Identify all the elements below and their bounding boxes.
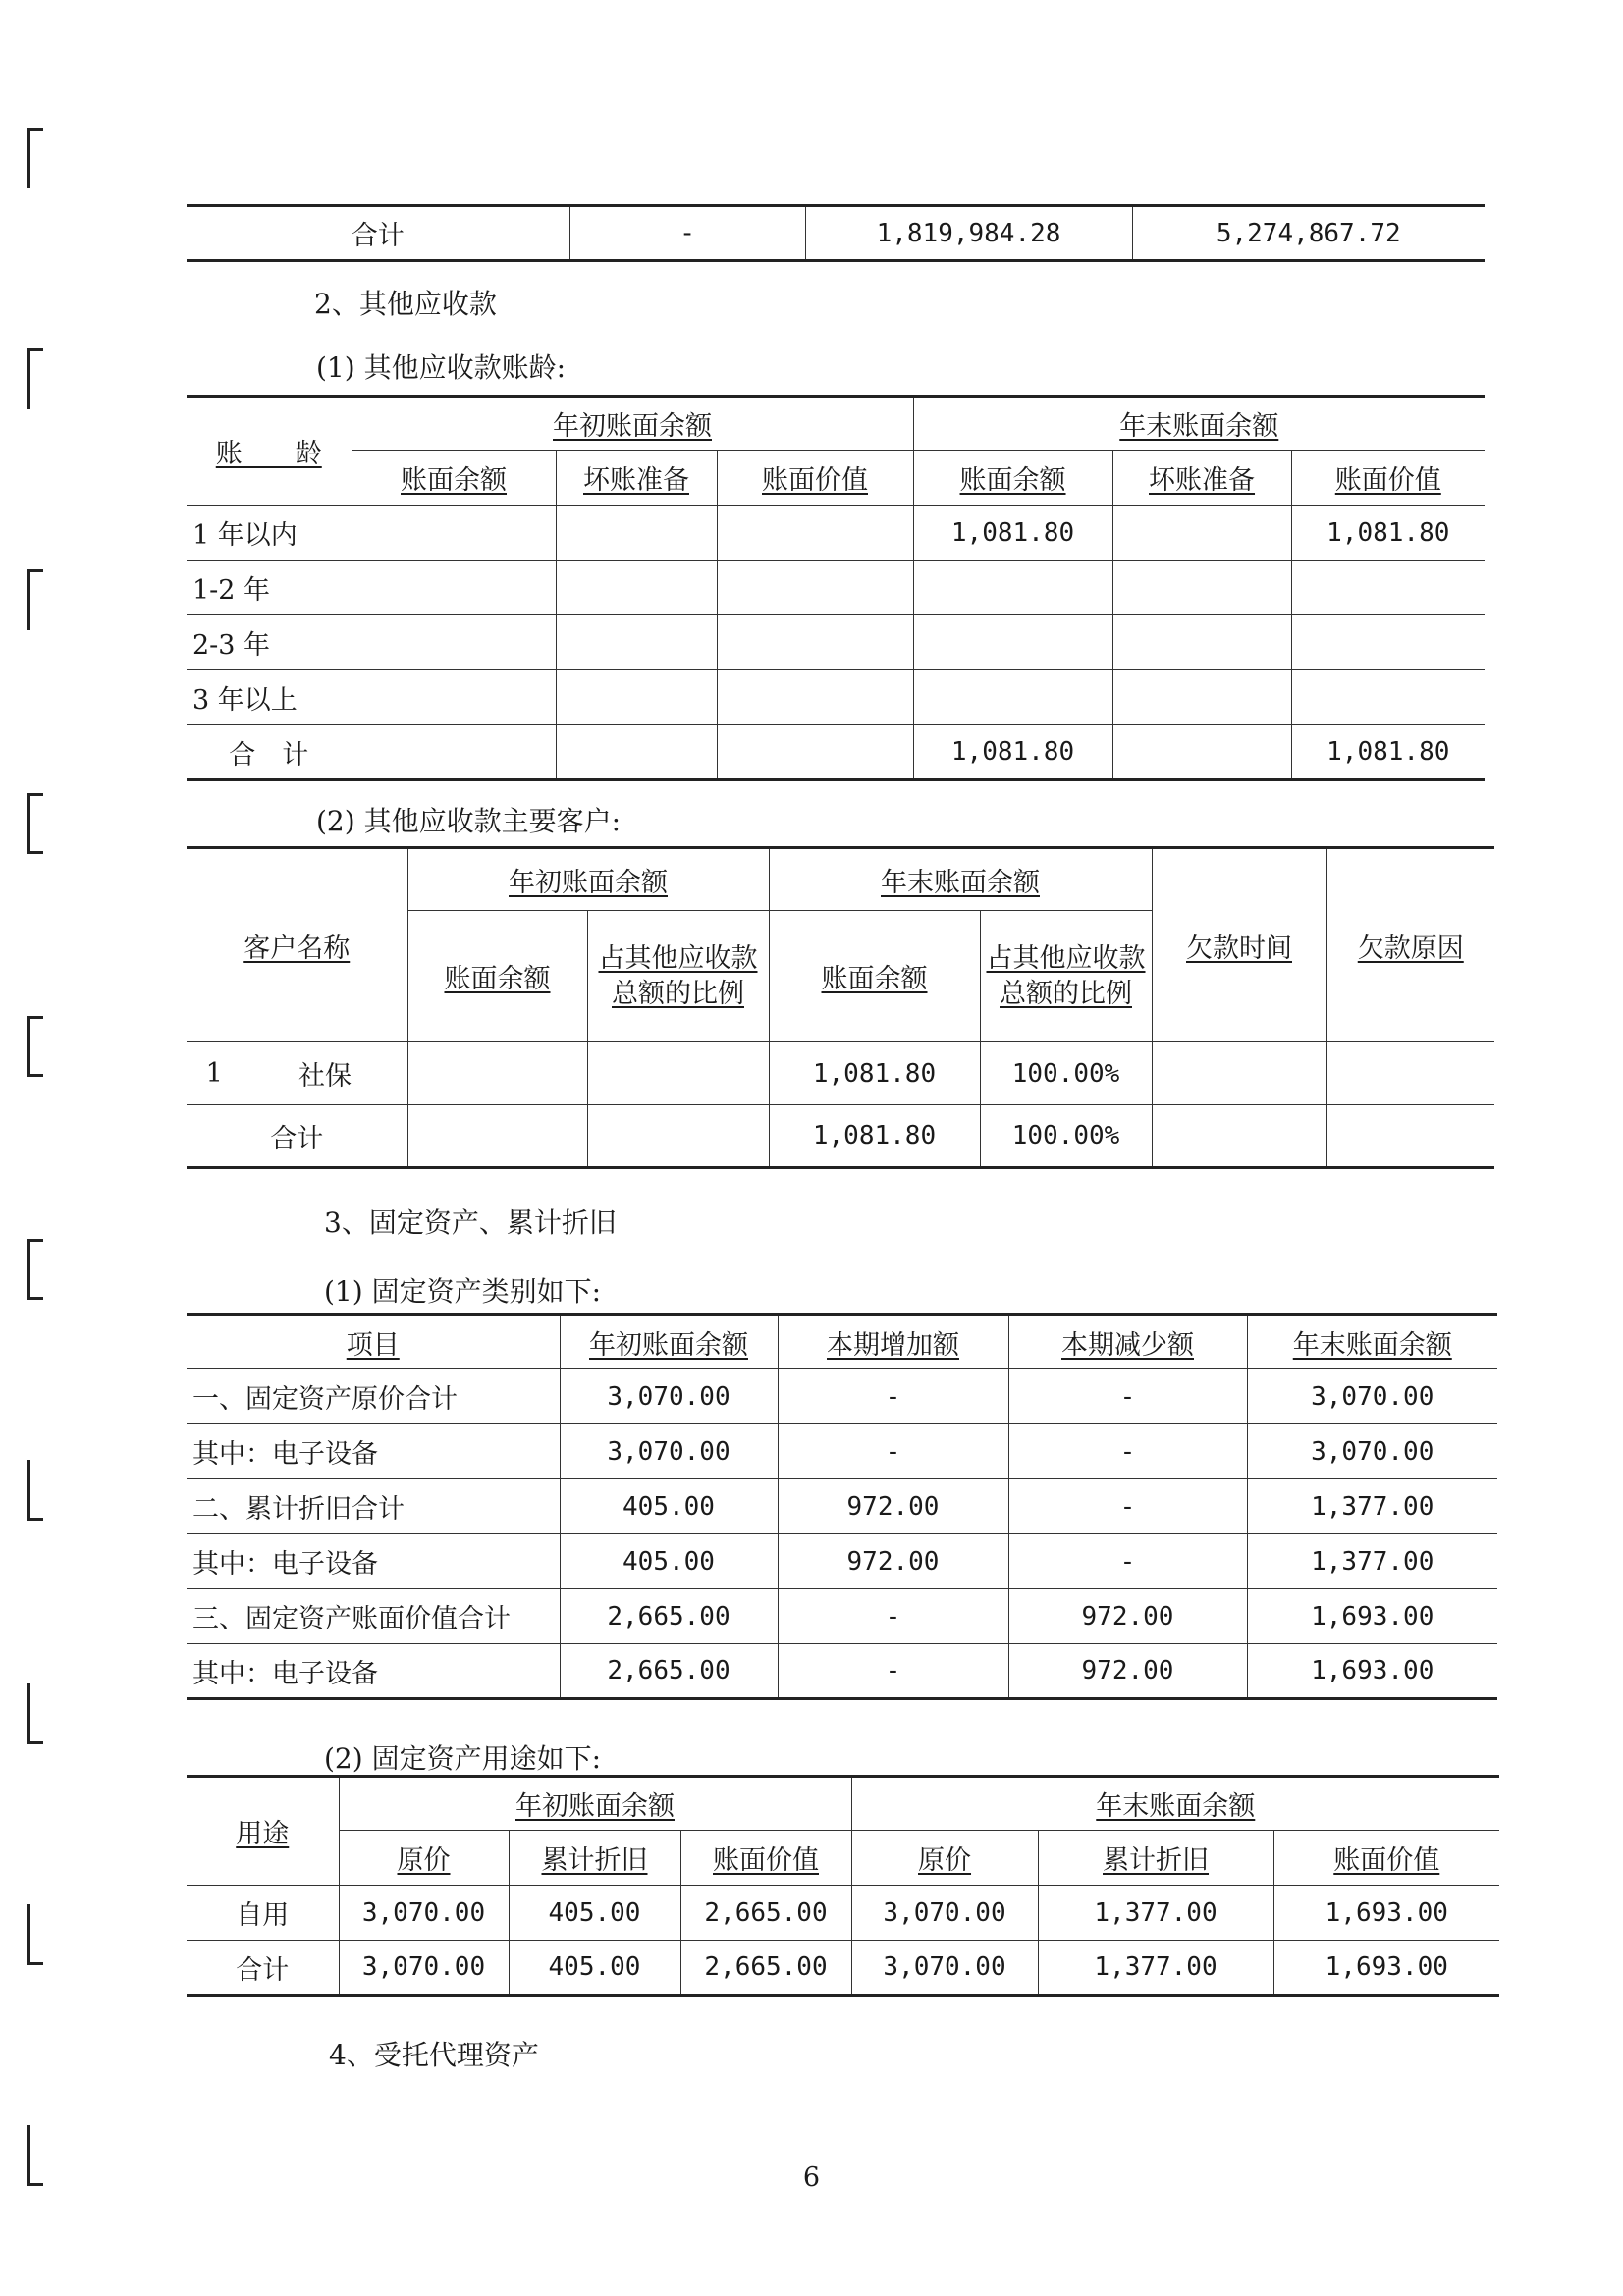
aging-col: 坏账准备 [556,451,717,506]
usage-group-begin: 年初账面余额 [339,1777,851,1831]
row-label: 其中：电子设备 [187,1644,560,1699]
row-label: 自用 [187,1886,339,1941]
cell [352,506,556,561]
binding-mark [27,1460,45,1521]
table-row [187,561,1485,615]
cell: 1,081.80 [913,506,1112,561]
customers-table [187,846,1494,1169]
summary-table [187,204,1485,262]
customers-col-time: 欠款时间 [1152,848,1326,1042]
row-label: 合计 [187,1105,407,1168]
cell [1112,506,1291,561]
customers-col-balance-begin: 账面余额 [407,911,587,1042]
cell [352,725,556,780]
customers-col-ratio-begin: 占其他应收款总额的比例 [587,911,769,1042]
cell: - [778,1589,1008,1644]
table-row-total [187,1941,1499,1996]
customers-header-row [187,848,1494,911]
cell: 405.00 [560,1479,778,1534]
customers-col-balance-end: 账面余额 [769,911,980,1042]
row-label: 二、累计折旧合计 [187,1479,560,1534]
usage-col-use: 用途 [187,1777,339,1886]
cell: 1,081.80 [769,1105,980,1168]
table-row-total [187,1105,1494,1168]
binding-mark [27,1239,45,1300]
table-row [187,670,1485,725]
binding-mark [27,1016,45,1077]
cell: - [1008,1424,1247,1479]
cell [1326,1042,1494,1105]
cell [717,670,913,725]
section4-heading: 4、受托代理资产 [329,2039,539,2071]
cell [556,670,717,725]
cell [913,561,1112,615]
cell [352,561,556,615]
table-row-total [187,725,1485,780]
section3-sub2-heading: (2) 固定资产用途如下: [324,1742,601,1775]
cell [1291,561,1485,615]
aging-col: 账面价值 [1291,451,1485,506]
binding-mark [27,1904,45,1965]
cell: - [778,1369,1008,1424]
table-row [187,1042,1494,1105]
aging-group-end: 年末账面余额 [913,397,1485,451]
usage-col: 账面价值 [1273,1831,1499,1886]
section2-sub2-heading: (2) 其他应收款主要客户: [316,805,621,837]
cell: 972.00 [778,1479,1008,1534]
binding-mark [27,569,45,630]
aging-table [187,395,1485,781]
summary-label: 合计 [187,206,569,261]
cell [556,725,717,780]
cell [1291,670,1485,725]
cell [717,615,913,670]
row-label: 三、固定资产账面价值合计 [187,1589,560,1644]
cell: 972.00 [1008,1589,1247,1644]
row-label: 1-2 年 [187,561,352,615]
cell: 3,070.00 [851,1886,1038,1941]
cell: 1,081.80 [913,725,1112,780]
cell: 1,377.00 [1247,1534,1497,1589]
table-row [187,1369,1497,1424]
section2-sub1-heading: (1) 其他应收款账龄: [316,351,566,384]
cell: 3,070.00 [851,1941,1038,1996]
usage-col: 原价 [339,1831,509,1886]
customers-col-reason: 欠款原因 [1326,848,1494,1042]
cell: 3,070.00 [1247,1369,1497,1424]
cell [1152,1042,1326,1105]
section2-heading: 2、其他应收款 [314,288,497,320]
cell [407,1105,587,1168]
table-row [187,1534,1497,1589]
cell: 972.00 [778,1534,1008,1589]
cell [587,1042,769,1105]
fa-col: 年初账面余额 [560,1315,778,1369]
cell: - [1008,1369,1247,1424]
cell [556,615,717,670]
cell: 100.00% [980,1105,1152,1168]
cell [1112,725,1291,780]
cell: 1,081.80 [1291,506,1485,561]
cell: 2,665.00 [560,1644,778,1699]
usage-col: 累计折旧 [1038,1831,1273,1886]
cell: 1,081.80 [769,1042,980,1105]
binding-mark [27,128,45,188]
cell: 3,070.00 [560,1369,778,1424]
cell [556,561,717,615]
aging-subheader-row [187,451,1485,506]
cell [1112,615,1291,670]
cell [913,615,1112,670]
cell [717,506,913,561]
aging-group-begin: 年初账面余额 [352,397,913,451]
cell: 405.00 [509,1886,680,1941]
row-label: 3 年以上 [187,670,352,725]
table-row [187,615,1485,670]
cell: 3,070.00 [560,1424,778,1479]
section3-sub1-heading: (1) 固定资产类别如下: [324,1275,601,1308]
cell: 1,377.00 [1038,1886,1273,1941]
cell: 405.00 [560,1534,778,1589]
table-row [187,1424,1497,1479]
fixed-assets-table [187,1313,1497,1700]
cell: 100.00% [980,1042,1152,1105]
row-label: 1 年以内 [187,506,352,561]
fa-col: 项目 [187,1315,560,1369]
cell: - [778,1644,1008,1699]
cell [556,506,717,561]
table-row [187,1589,1497,1644]
cell [352,670,556,725]
page-number: 6 [802,2163,821,2193]
usage-group-end: 年末账面余额 [851,1777,1499,1831]
binding-mark [27,793,45,854]
cell: 3,070.00 [339,1886,509,1941]
cell: 1,377.00 [1247,1479,1497,1534]
cell: 3,070.00 [339,1941,509,1996]
aging-col-aging: 账 龄 [187,397,352,506]
customers-group-begin: 年初账面余额 [407,848,769,911]
summary-c3: 5,274,867.72 [1132,206,1485,261]
customers-group-end: 年末账面余额 [769,848,1152,911]
fa-col: 本期增加额 [778,1315,1008,1369]
cell: - [1008,1479,1247,1534]
cell [913,670,1112,725]
summary-c1: - [569,206,805,261]
row-label: 其中：电子设备 [187,1534,560,1589]
cell [352,615,556,670]
fixed-assets-usage-table [187,1775,1499,1997]
cell: 1,377.00 [1038,1941,1273,1996]
fa-col: 年末账面余额 [1247,1315,1497,1369]
usage-col: 累计折旧 [509,1831,680,1886]
customers-col-name: 客户名称 [187,848,407,1042]
cell [1112,561,1291,615]
summary-c2: 1,819,984.28 [805,206,1132,261]
row-label: 2-3 年 [187,615,352,670]
cell [1326,1105,1494,1168]
cell [717,725,913,780]
binding-mark [27,348,45,409]
cell: 1,693.00 [1273,1886,1499,1941]
cell [717,561,913,615]
row-label: 其中：电子设备 [187,1424,560,1479]
table-row [187,506,1485,561]
table-row [187,1479,1497,1534]
cell: 2,665.00 [680,1941,851,1996]
fixed-assets-header-row [187,1315,1497,1369]
aging-col: 账面余额 [352,451,556,506]
cell: 1,081.80 [1291,725,1485,780]
cell: 1,693.00 [1273,1941,1499,1996]
row-label: 一、固定资产原价合计 [187,1369,560,1424]
cell [407,1042,587,1105]
aging-col: 账面余额 [913,451,1112,506]
customers-col-ratio-end: 占其他应收款总额的比例 [980,911,1152,1042]
aging-header-row [187,397,1485,451]
cell: - [1008,1534,1247,1589]
cell: 3,070.00 [1247,1424,1497,1479]
cell: 1,693.00 [1247,1589,1497,1644]
binding-mark [27,1683,45,1744]
row-number: 1 [187,1042,243,1105]
row-label: 合计 [187,1941,339,1996]
customer-name: 社保 [243,1042,407,1105]
table-row [187,1644,1497,1699]
cell [1112,670,1291,725]
summary-row [187,206,1485,261]
section3-heading: 3、固定资产、累计折旧 [324,1206,617,1239]
cell: 2,665.00 [680,1886,851,1941]
cell: 1,693.00 [1247,1644,1497,1699]
table-row [187,1886,1499,1941]
aging-col: 账面价值 [717,451,913,506]
cell: - [778,1424,1008,1479]
fa-col: 本期减少额 [1008,1315,1247,1369]
cell [1291,615,1485,670]
usage-col: 账面价值 [680,1831,851,1886]
usage-subheader-row [187,1831,1499,1886]
cell: 972.00 [1008,1644,1247,1699]
usage-col: 原价 [851,1831,1038,1886]
cell: 405.00 [509,1941,680,1996]
cell [1152,1105,1326,1168]
usage-header-row [187,1777,1499,1831]
aging-col: 坏账准备 [1112,451,1291,506]
cell [587,1105,769,1168]
row-label: 合 计 [187,725,352,780]
cell: 2,665.00 [560,1589,778,1644]
